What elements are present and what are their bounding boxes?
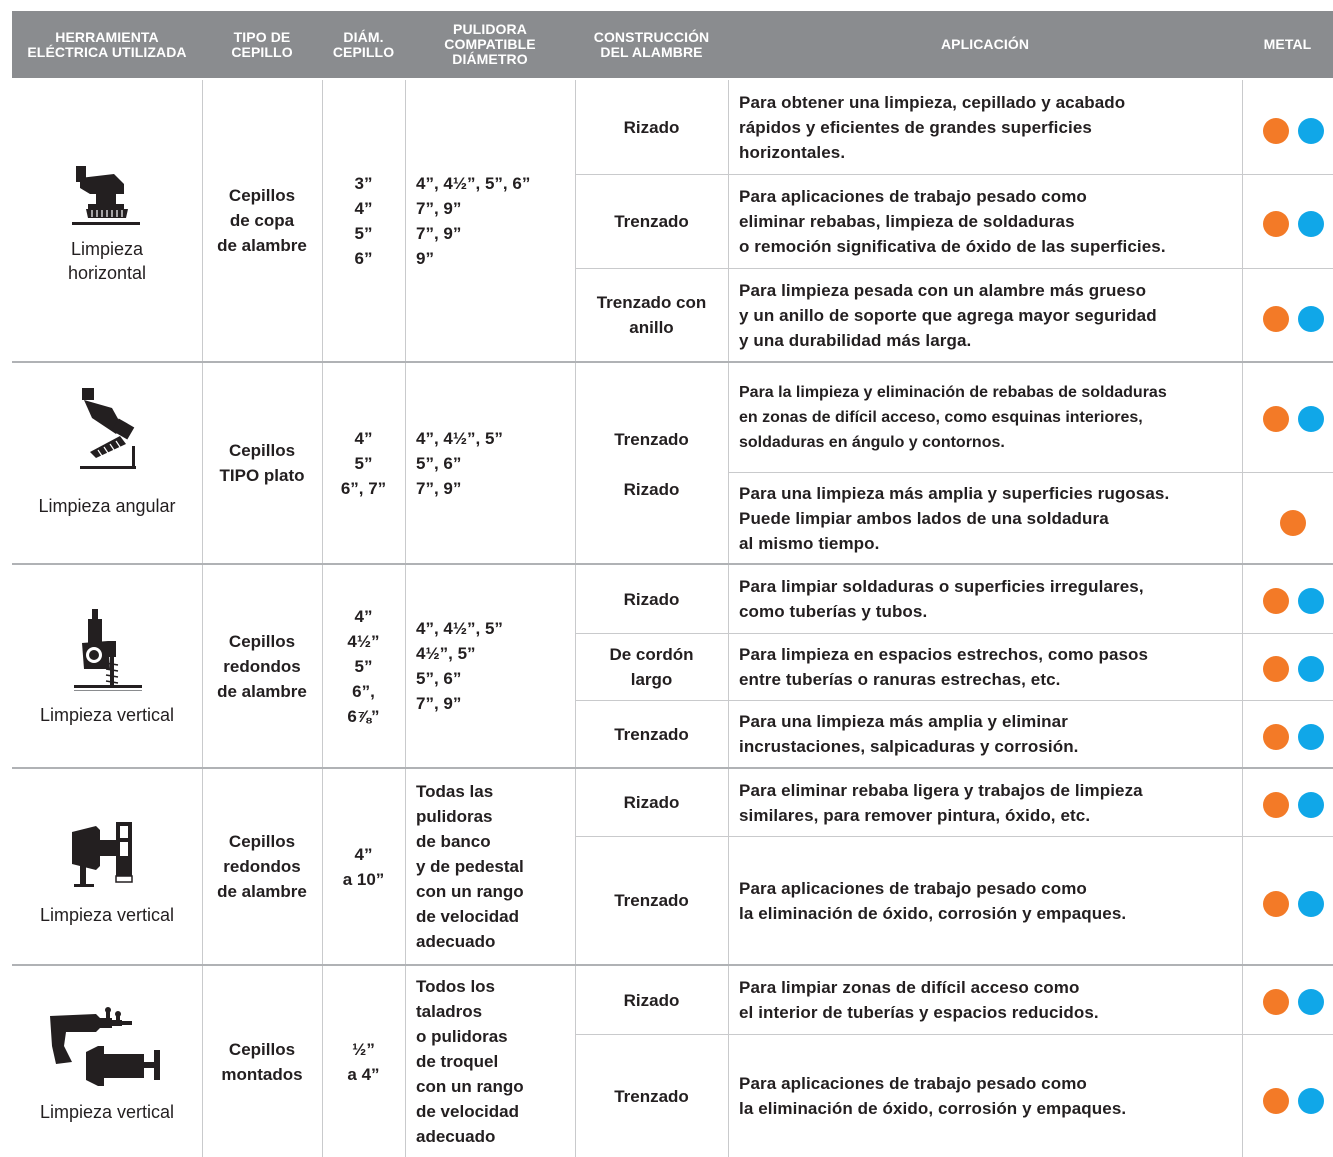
application-text: Para aplicaciones de trabajo pesado como la eliminación de óxido, corrosión y empaques. [739, 1074, 1127, 1118]
brush-type: Cepillos montados [221, 1039, 303, 1084]
compatible-polisher: Todos los taladros o pulidoras de troquel con un rango de velocidad adecuado [416, 977, 524, 1146]
tool-label [12, 1100, 202, 1124]
application-text: Para aplicaciones de trabajo pesado como eliminar rebabas, limpieza de soldaduras o remoción significativa de óxido de las superficies. [739, 187, 1166, 256]
bench-grinder-icon [70, 816, 136, 888]
blue-metal-dot [1298, 1088, 1324, 1114]
brush-type: Cepillos TIPO plato [219, 441, 305, 485]
header-construction: CONSTRUCCIÓN DEL ALAMBRE [593, 28, 710, 60]
tool-label-bold: Limpieza [39, 905, 113, 925]
blue-metal-dot [1298, 792, 1324, 818]
orange-metal-dot [1263, 1088, 1289, 1114]
orange-metal-dot [1263, 211, 1289, 237]
application-text: Para aplicaciones de trabajo pesado como la eliminación de óxido, corrosión y empaques. [739, 878, 1127, 923]
brush-type: Cepillos redondos de alambre [217, 832, 307, 901]
header-diam: DIÁM. CEPILLO [332, 28, 395, 60]
column-divider [728, 80, 729, 1157]
blue-metal-dot [1298, 891, 1324, 917]
wire-construction: De cordón largo [609, 645, 694, 689]
wire-construction: Trenzado [614, 429, 689, 449]
column-divider [405, 80, 406, 1157]
brush-diameter: ½” a 4” [347, 1039, 380, 1084]
blue-metal-dot [1298, 211, 1324, 237]
header-metal: METAL [1263, 36, 1312, 52]
brush-diameter: 3” 4” 5” 6” [354, 173, 373, 268]
column-divider [1242, 80, 1243, 1157]
blue-metal-dot [1298, 588, 1324, 614]
wire-construction: Rizado [623, 990, 680, 1010]
tool-label [12, 237, 202, 285]
tool-label-bold: Limpieza [38, 496, 111, 516]
brush-type: Cepillos redondos de alambre [217, 631, 307, 701]
application-text: Para la limpieza y eliminación de rebabas de soldaduras en zonas de difícil acceso, como esquinas interiores, soldaduras en ángulo y contornos. [739, 384, 1167, 451]
brush-type: Cepillos de copa de alambre [217, 186, 307, 255]
tool-label-text: vertical [112, 705, 175, 725]
orange-metal-dot [1263, 792, 1289, 818]
blue-metal-dot [1298, 989, 1324, 1015]
orange-metal-dot [1263, 989, 1289, 1015]
orange-metal-dot [1263, 891, 1289, 917]
application-text: Para limpieza pesada con un alambre más grueso y un anillo de soporte que agrega mayor seguridad y una durabilidad más larga. [739, 280, 1157, 350]
blue-metal-dot [1298, 306, 1324, 332]
wire-construction: Rizado [623, 479, 680, 499]
header-type: TIPO DE CEPILLO [231, 28, 293, 60]
orange-metal-dot [1263, 118, 1289, 144]
application-text: Para limpiar zonas de difícil acceso como el interior de tuberías y espacios reducidos. [739, 978, 1099, 1022]
blue-metal-dot [1298, 656, 1324, 682]
header-application: APLICACIÓN [940, 36, 1030, 52]
orange-metal-dot [1263, 656, 1289, 682]
brush-diameter: 4” a 10” [342, 844, 385, 889]
wire-construction: Trenzado [614, 212, 689, 231]
tool-label-bold: Limpieza [39, 1102, 113, 1122]
tool-label [12, 903, 202, 927]
tool-label-bold: Limpieza [39, 705, 113, 725]
tool-label [12, 703, 202, 727]
wire-construction: Trenzado [614, 891, 689, 910]
application-text: Para limpiar soldaduras o superficies irregulares, como tuberías y tubos. [739, 577, 1144, 621]
wire-construction: Trenzado con anillo [596, 293, 707, 337]
application-text: Para una limpieza más amplia y superficies rugosas. Puede limpiar ambos lados de una soldadura al mismo tiempo. [739, 483, 1170, 553]
header-polisher: PULIDORA COMPATIBLE DIÁMETRO [444, 21, 536, 67]
blue-metal-dot [1298, 406, 1324, 432]
tool-label [12, 494, 202, 518]
blue-metal-dot [1298, 118, 1324, 144]
application-text: Para una limpieza más amplia y eliminar incrustaciones, salpicaduras y corrosión. [739, 712, 1079, 756]
application-text: Para eliminar rebaba ligera y trabajos de limpieza similares, para remover pintura, óxido, etc. [739, 780, 1143, 825]
tool-label-text: vertical [112, 905, 175, 925]
wire-construction: Rizado [623, 117, 680, 137]
wire-construction: Rizado [623, 793, 680, 812]
angle-grinder-icon [76, 386, 138, 472]
brush-diameter: 4” 5” 6”, 7” [340, 428, 387, 498]
cup-brush-grinder-icon [70, 164, 142, 226]
orange-metal-dot [1263, 406, 1289, 432]
compatible-polisher: 4”, 4½”, 5” 5”, 6” 7”, 9” [416, 428, 503, 498]
tool-label-text: Limpieza horizontal [67, 239, 147, 283]
tool-label-text: vertical [112, 1102, 175, 1122]
compatible-polisher: 4”, 4½”, 5” 4½”, 5” 5”, 6” 7”, 9” [416, 619, 503, 713]
orange-metal-dot [1263, 588, 1289, 614]
blue-metal-dot [1298, 724, 1324, 750]
header-tool: HERRAMIENTA ELÉCTRICA UTILIZADA [27, 28, 187, 60]
orange-metal-dot [1280, 510, 1306, 536]
tool-label-text: angular [110, 496, 176, 516]
drill-die-grinder-icon [46, 1006, 166, 1092]
application-text: Para obtener una limpieza, cepillado y acabado rápidos y eficientes de grandes superficies horizontales. [739, 92, 1126, 162]
orange-metal-dot [1263, 306, 1289, 332]
vertical-grinder-icon [72, 607, 144, 693]
orange-metal-dot [1263, 724, 1289, 750]
wire-construction: Trenzado [614, 724, 689, 744]
wire-construction: Rizado [623, 589, 680, 609]
brush-diameter: 4” 4½” 5” 6”, 6⅞” [347, 606, 380, 726]
compatible-polisher: Todas las pulidoras de banco y de pedestal con un rango de velocidad adecuado [416, 782, 524, 951]
application-text: Para limpieza en espacios estrechos, como pasos entre tuberías o ranuras estrechas, etc. [739, 645, 1149, 689]
compatible-polisher: 4”, 4½”, 5”, 6” 7”, 9” 7”, 9” 9” [416, 173, 531, 268]
wire-construction: Trenzado [614, 1086, 689, 1106]
